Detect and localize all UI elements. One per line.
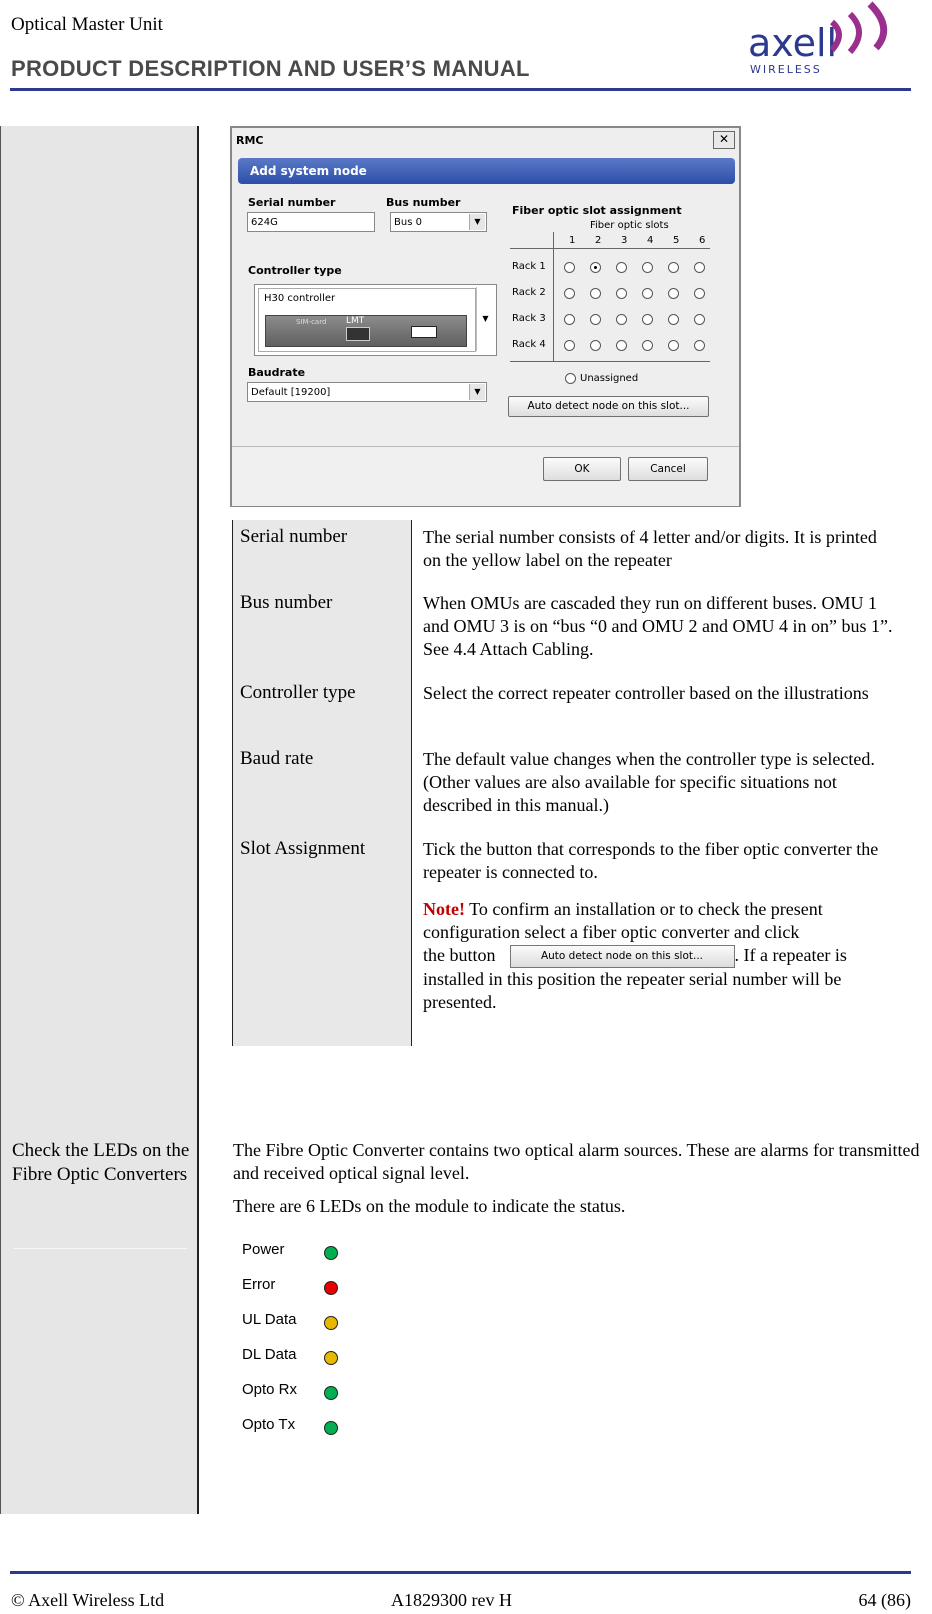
note-prefix: Note! [423,899,465,919]
led-indicator [324,1246,338,1260]
axell-wireless-logo [748,0,910,80]
add-system-node-dialog [230,126,741,507]
field-label-controller: Controller type [240,682,356,703]
chevron-down-icon[interactable]: ▼ [476,287,494,351]
led-indicator [324,1316,338,1330]
baudrate-select[interactable] [247,382,487,402]
slot-radio[interactable] [694,288,705,299]
leds-intro-paragraph: The Fibre Optic Converter contains two optical alarm sources. These are alarms for transmitted and received optical signal level. [233,1140,920,1183]
slot-number-header: 5 [673,235,680,246]
slot-radio[interactable] [564,314,575,325]
board-lmt-label: LMT [346,316,365,326]
rack-label: Rack 3 [512,313,546,324]
leds-count-paragraph: There are 6 LEDs on the module to indicate the status. [233,1196,626,1216]
note-paragraph [423,898,893,1014]
slot-assignment-title: Fiber optic slot assignment [512,204,682,217]
ok-button[interactable]: OK [543,457,621,481]
slot-subtitle: Fiber optic slots [590,220,669,231]
slot-radio[interactable] [668,314,679,325]
led-indicator [324,1281,338,1295]
slot-radio[interactable] [642,340,653,351]
document-title: Optical Master Unit [11,14,163,35]
table-mid-border [411,520,412,1046]
footer-doc-number: A1829300 rev H [391,1590,512,1610]
led-label: UL Data [242,1311,297,1328]
slot-radio[interactable] [694,340,705,351]
rack-label: Rack 2 [512,287,546,298]
field-desc-baud: The default value changes when the controller type is selected. (Other values are also available for specific situations not described in this manual.) [423,749,875,815]
field-label-serial: Serial number [240,526,348,547]
auto-detect-button[interactable]: Auto detect node on this slot... [508,396,709,417]
left-separator [14,1248,187,1249]
logo-sub: WIRELESS [750,63,822,76]
footer-rule [10,1571,911,1574]
document-subtitle: PRODUCT DESCRIPTION AND USER’S MANUAL [11,56,530,81]
slot-radio[interactable] [590,288,601,299]
note-text-3: . If a repeater is [734,945,847,965]
dialog-button-bar [232,446,739,506]
logo-name: axell [748,21,838,65]
led-label: Error [242,1276,276,1293]
field-label-bus: Bus number [240,592,333,613]
unassigned-label: Unassigned [580,373,639,384]
slot-number-header: 4 [647,235,654,246]
cancel-button[interactable]: Cancel [628,457,708,481]
note-text-4: installed in this position the repeater serial number will be presented. [423,969,842,1013]
header-rule [10,88,911,91]
slot-radio[interactable] [616,262,627,273]
table-left-border [232,520,233,1046]
field-label-slot: Slot Assignment [240,838,366,859]
field-desc-controller: Select the correct repeater controller based on the illustrations [423,683,869,703]
slot-radio[interactable] [564,262,575,273]
slot-number-header: 6 [699,235,706,246]
slot-number-header: 2 [595,235,602,246]
led-indicator [324,1351,338,1365]
controller-type-value: H30 controller [264,293,336,304]
slot-radio[interactable] [564,288,575,299]
unassigned-radio[interactable] [565,373,576,384]
led-label: DL Data [242,1346,297,1363]
slot-radio[interactable] [668,340,679,351]
dialog-banner: Add system node [238,158,735,184]
slot-radio[interactable] [564,340,575,351]
rack-label: Rack 1 [512,261,546,272]
slot-radio[interactable] [694,262,705,273]
slot-radio[interactable] [694,314,705,325]
serial-number-label: Serial number [248,196,336,209]
bus-number-select[interactable] [390,212,487,232]
chevron-down-icon: ▼ [469,384,485,400]
slot-radio[interactable] [668,262,679,273]
led-label: Opto Rx [242,1381,298,1398]
baudrate-value: Default [19200] [251,387,331,398]
led-label: Opto Tx [242,1416,296,1433]
led-label: Power [242,1241,285,1258]
auto-detect-inline-button[interactable]: Auto detect node on this slot... [510,945,735,968]
column-divider [197,126,199,1514]
board-sim-label: SIM-card [296,318,327,326]
footer-copyright: © Axell Wireless Ltd [11,1590,165,1610]
note-text-2: the button [423,945,496,965]
slot-grid-hline [510,248,710,249]
field-label-baud: Baud rate [240,748,314,769]
chevron-down-icon: ▼ [469,214,485,230]
serial-number-input[interactable]: 624G [247,212,375,232]
slot-number-header: 3 [621,235,628,246]
slot-radio[interactable] [642,288,653,299]
led-indicator [324,1421,338,1435]
slot-radio[interactable] [642,314,653,325]
footer-page-number: 64 (86) [858,1590,911,1610]
slot-radio[interactable] [590,262,601,273]
slot-radio[interactable] [616,314,627,325]
leds-step-label: Check the LEDs on the Fibre Optic Converters [12,1140,190,1185]
controller-type-label: Controller type [248,264,342,277]
slot-radio[interactable] [668,288,679,299]
bus-number-value: Bus 0 [394,217,422,228]
slot-grid-bottom [510,361,710,362]
slot-radio[interactable] [590,340,601,351]
controller-type-select[interactable] [254,284,497,356]
dialog-window-title: RMC [236,134,264,147]
slot-grid-vline [553,232,554,362]
slot-radio[interactable] [642,262,653,273]
close-icon[interactable]: ✕ [713,131,735,149]
slot-number-header: 1 [569,235,576,246]
note-text-1: To confirm an installation or to check the present configuration select a fiber optic converter and click [423,899,823,942]
slot-radio[interactable] [590,314,601,325]
field-desc-slot: Tick the button that corresponds to the fiber optic converter the repeater is connected to. [423,839,879,882]
bus-number-label: Bus number [386,196,461,209]
left-column [0,126,198,1514]
led-indicator [324,1386,338,1400]
field-desc-serial: The serial number consists of 4 letter and/or digits. It is printed on the yellow label on the repeater [423,527,877,570]
rack-label: Rack 4 [512,339,546,350]
controller-preview [258,288,476,352]
baudrate-label: Baudrate [248,366,306,379]
field-desc-bus: When OMUs are cascaded they run on different buses. OMU 1 and OMU 3 is on “bus “0 and OMU 2 and OMU 4 in on” bus 1”. See 4.4 Attach Cabling. [423,593,893,659]
controller-board-image [265,315,467,347]
slot-radio[interactable] [616,340,627,351]
slot-radio[interactable] [616,288,627,299]
